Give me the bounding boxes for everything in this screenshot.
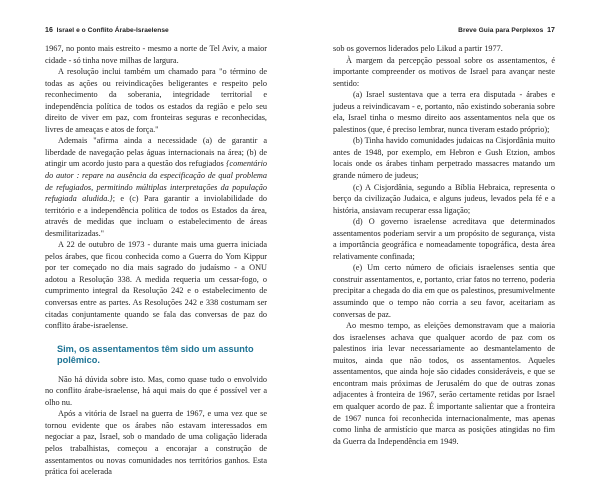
section-heading: Sim, os assentamentos têm sido um assunto polêmico. [57,343,254,365]
left-body-text [45,43,267,478]
paragraph: sob os governos liderados pelo Likud a partir 1977. [333,44,503,53]
list-item-b: (b) Tinha havido comunidades judaicas na Cisjordânia muito antes de 1948, por exemplo, em Hebron e Gush Etzion, ambos locais onde os árabes tinham perpetrado massacres matando um grande número de judeus; [333,136,555,181]
left-page [0,0,300,477]
right-body-text [333,43,555,447]
running-title-left: Israel e o Conflito Árabe-Israelense [56,27,169,34]
paragraph: A 22 de outubro de 1973 - durante mais uma guerra iniciada pelos árabes, que ficou conhecida como a Guerra do Yom Kippur por ter começado no dia mais sagrado do judaísmo - a ONU adotou a Resolução 338. A medida requeria um cessar-fogo, o cumprimento integral da Resolução 242 e o estabelecimento de conversas entre as partes. As Resoluções 242 e 338 costumam ser citadas conjuntamente quando se fala das conversas de paz do conflito árabe-israelense. [45,240,267,331]
paragraph: 1967, no ponto mais estreito - mesmo a norte de Tel Aviv, a maior cidade - só tinha nove milhas de largura. [45,44,267,65]
list-item-a: (a) Israel sustentava que a terra era disputada - árabes e judeus a reivindicavam - e, portanto, não existindo soberania sobre ela, Israel tinha o mesmo direito aos assentamentos nela que os palestinos (que, é preciso lembrar, nunca tiveram estado próprio); [333,90,555,134]
list-item-e: (e) Um certo número de oficiais israelenses sentia que construir assentamentos, e, portanto, criar fatos no terreno, poderia precipitar a chegada do dia em que os palestinos, presumivelmente assumindo que o tempo não corria a seu favor, aceitariam as conversas de paz. [333,263,555,319]
right-page [300,0,600,463]
paragraph-with-comment [45,135,267,239]
paragraph-text: ; e (c) Para garantir a inviolabilidade do território e a independência política de todos os Estados da área, através de medidas que incluam o estabelecimento de áreas desmilitarizadas." [45,194,267,238]
list-item-d: (d) O governo israelense acreditava que determinados assentamentos poderiam servir a um propósito de segurança, vista a importância geográfica e nomeadamente topográfica, desta área relativamente confinada; [333,217,555,261]
running-title-right: Breve Guia para Perplexos [458,27,544,34]
author-comment: {comentário do autor : repare na ausência da especificação de qual problema de refugiados, permitindo múltiplas interpretações da população refugiada aludida.} [45,159,267,204]
page-number-left: 16 [45,27,53,34]
running-head-right [458,27,555,34]
paragraph: Ao mesmo tempo, as eleições demonstravam que a maioria dos israelenses achava que qualquer acordo de paz com os palestinos iria levar necessariamente ao desmantelamento de muitos, ainda que não todos, os assentamentos. Aqueles assentamentos, que ainda hoje são cidades consideráveis, e que se encontram mais próximas de Jerusalém do que de outras zonas adjacentes à fronteira de 1967, serão certamente retidas por Israel em qualquer acordo de paz. É importante salientar que a fronteira de 1967 nunca foi reconhecida internacionalmente, mas apenas como linha de armistício que marca as posições atingidas no fim da Guerra da Independência em 1949. [333,321,555,446]
paragraph: Não há dúvida sobre isto. Mas, como quase tudo o envolvido no conflito árabe-israelense, há aqui mais do que é possível ver a olho nu. [45,374,267,407]
paragraph: À margem da percepção pessoal sobre os assentamentos, é importante compreender os motivos de Israel para avançar neste sentido: [333,55,555,88]
paragraph: A resolução inclui também um chamado para "o término de todas as ações ou reivindicações beligerantes e respeito pelo reconhecimento da soberania, integridade territorial e independência política de todos os estados da região e pelo seu direito de viver em paz, com fronteiras seguras e reconhecidas, livres de ameaças e atos de força." [45,67,267,134]
page-number-right: 17 [547,27,555,34]
paragraph: Após a vitória de Israel na guerra de 1967, e uma vez que se tornou evidente que os árabes não estavam interessados em negociar a paz, Israel, sob o mandado de uma coligação liderada pelos trabalhistas, começou a encorajar a construção de assentamentos ou novas comunidades nos territórios ganhos. Esta prática foi acelerada [45,409,267,477]
paragraph-text: Ademais "afirma ainda a necessidade (a) de garantir a liberdade de navegação pelas águas internacionais na área; (b) de atingir um acordo justo para a questão dos refugiados [45,136,267,169]
list-item-c: (c) A Cisjordânia, segundo a Bíblia Hebraica, representa o berço da civilização Judaica, e alguns judeus, levados pela fé e a história, ansiavam recuperar essa ligação; [333,182,555,215]
running-head-left [45,27,169,34]
